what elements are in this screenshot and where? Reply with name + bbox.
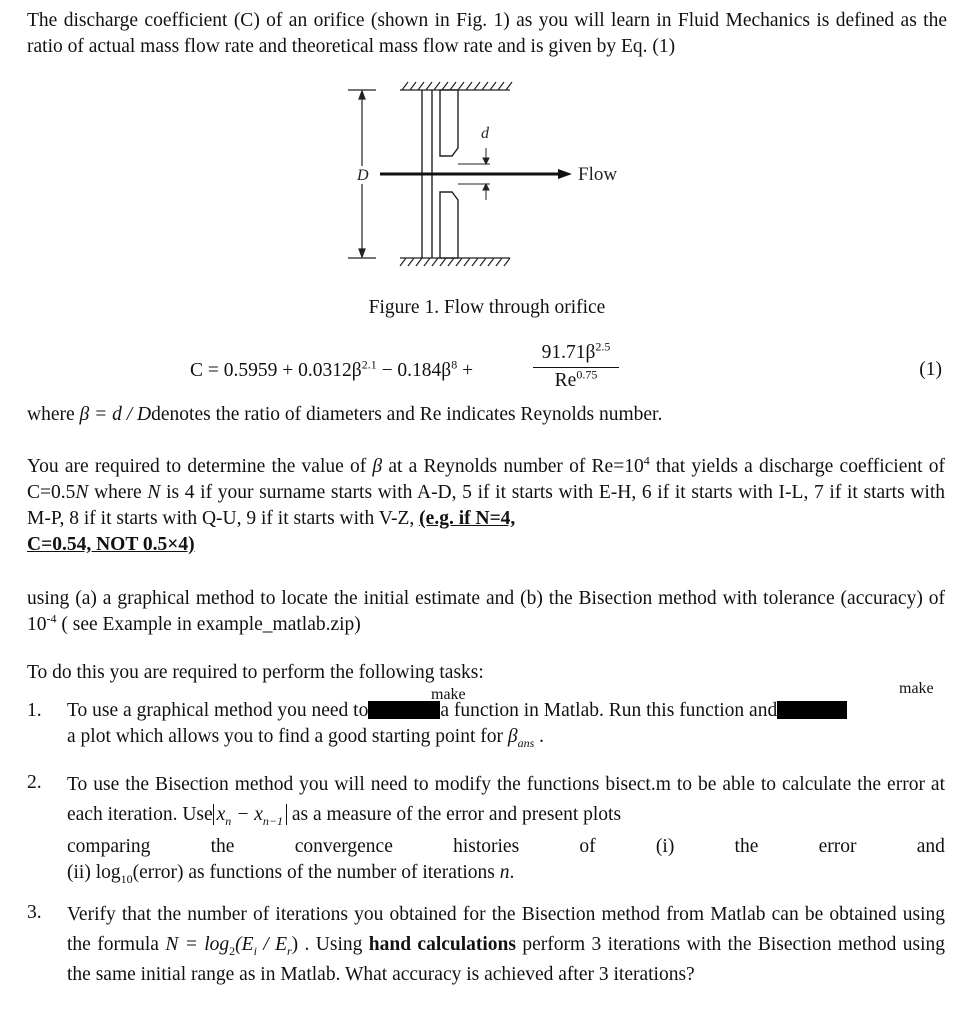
eq-den-exp: 0.75 — [576, 367, 598, 382]
task-2-b: as a measure of the error and present plots — [286, 804, 622, 825]
task-2-a: To use the Bisection method you will need to modify the functions bisect.m to be able to calculate the error at each iteration. Use — [67, 774, 945, 825]
flow-arrow — [558, 169, 572, 179]
task-1-sub: ans — [517, 735, 535, 750]
redaction-1 — [368, 701, 440, 719]
para2-d: where — [88, 482, 148, 503]
para2-N: N — [75, 482, 89, 503]
example-note-2: C=0.54, NOT 0.5×4) — [27, 534, 195, 555]
para3-a: using (a) a graphical method to locate the initial estimate and (b) the Bisection method with tolerance (accuracy) of 10 — [27, 588, 945, 635]
task-2-log-sub: 10 — [120, 871, 133, 886]
task-1 — [27, 680, 945, 750]
para2-b: at a Reynolds number of Re=10 — [382, 456, 644, 477]
formula: N = log — [165, 934, 230, 955]
eq-plus: + — [457, 360, 474, 381]
make-annotation-1: make — [431, 686, 466, 703]
word: convergence — [294, 836, 393, 857]
task-2-spread-line — [67, 834, 945, 860]
where-text-b: denotes the ratio of diameters and Re indicates Reynolds number. — [151, 404, 663, 425]
method-paragraph — [27, 586, 945, 638]
abs-sub1: n — [225, 813, 232, 828]
task-2-c: (ii) log — [67, 862, 121, 883]
task-description — [27, 454, 945, 558]
word: error — [818, 836, 857, 857]
example-note-1: (e.g. if N=4, — [419, 508, 516, 529]
word: (i) — [655, 836, 675, 857]
abs-mid: − x — [231, 804, 263, 825]
task-2-d: (error) as functions of the number of iterations — [132, 862, 500, 883]
word: comparing — [67, 836, 151, 857]
orifice-plate-bottom — [440, 192, 458, 258]
d-label: d — [481, 125, 489, 142]
task-1-a: To use a graphical method you need to — [67, 700, 369, 721]
task-1-number: 1. — [27, 700, 42, 721]
equation-number: (1) — [919, 359, 942, 380]
where-text-a: where — [27, 404, 80, 425]
formula-sub: 2 — [229, 943, 236, 958]
equation-1 — [190, 338, 620, 408]
abs-sub2: n−1 — [262, 813, 283, 828]
hand-calculations: hand calculations — [368, 934, 516, 955]
task-2-n: n — [499, 862, 510, 883]
word: and — [916, 836, 945, 857]
task-3-number: 3. — [27, 902, 42, 923]
eq-lhs: C = 0.5959 + 0.0312β — [190, 360, 362, 381]
make-annotation-2: make — [899, 680, 934, 697]
word: of — [579, 836, 596, 857]
eq-num-exp: 2.5 — [595, 339, 611, 354]
task-2-number: 2. — [27, 772, 42, 793]
bottom-wall-hatch — [400, 258, 510, 266]
para2-a: You are required to determine the value of — [27, 456, 373, 477]
beta-definition: β = d / D — [79, 404, 152, 425]
flow-label: Flow — [578, 164, 618, 185]
eq-numerator: 91.71β — [541, 342, 596, 363]
task-1-beta: β — [507, 726, 518, 747]
task-3 — [27, 900, 945, 990]
figure-caption: Figure 1. Flow through orifice — [368, 297, 606, 318]
eq-denominator: Re — [554, 370, 577, 391]
eq-mid: − 0.184β — [376, 360, 452, 381]
orifice-figure — [340, 76, 640, 276]
task-3-c: perform 3 iterations with the Bisection method using the same initial range as in Matlab. What accuracy is achieved after 3 iterations? — [67, 934, 945, 985]
intro-paragraph: The discharge coefficient (C) of an orifice (shown in Fig. 1) as you will learn in Fluid Mechanics is defined as the ratio of actual mass flow rate and theoretical mass flow rate and is given by Eq. (1) — [27, 10, 947, 57]
abs-x: x — [216, 804, 226, 825]
para2-e: is 4 if your surname starts with A-D, 5 if it starts with E-H, 6 if it starts with I-L, 7 if it starts with M-P, 8 if it starts with Q-U, 9 if it starts with V-Z, — [27, 482, 946, 529]
para3-exp: -4 — [46, 611, 57, 626]
task-1-d: . — [534, 726, 544, 747]
task-1-b: a function in Matlab. Run this function and — [440, 700, 778, 721]
eq-exp1: 2.1 — [361, 357, 377, 372]
formula-c: / E — [256, 934, 287, 955]
tasks-intro: To do this you are required to perform the following tasks: — [27, 662, 484, 683]
para3-b: ( see Example in example_matlab.zip) — [56, 614, 361, 635]
task-3-a: Verify that the number of iterations you obtained for the Bisection method from Matlab can be obtained using the formula — [67, 904, 945, 955]
where-line — [27, 402, 662, 428]
orifice-plate-top — [440, 90, 458, 156]
error-measure — [213, 804, 287, 828]
para2-beta: β — [372, 456, 383, 477]
para2-c: that yields a discharge coefficient of C=0.5 — [27, 456, 945, 503]
para2-N2: N — [147, 482, 161, 503]
word: the — [210, 836, 235, 857]
formula-sub3: r — [286, 943, 292, 958]
eq-fraction — [533, 340, 619, 394]
top-wall-hatch — [400, 82, 512, 90]
formula-d: ) . — [291, 934, 310, 955]
D-label: D — [357, 167, 369, 184]
word: the — [734, 836, 759, 857]
eq-exp2: 8 — [451, 357, 458, 372]
formula-b: (E — [235, 934, 254, 955]
task-2 — [27, 770, 945, 886]
task-3-b: Using — [309, 934, 369, 955]
redaction-2 — [777, 701, 847, 719]
para2-exp: 4 — [643, 453, 650, 468]
task-2-e: . — [509, 862, 515, 883]
task-1-c: a plot which allows you to find a good starting point for — [67, 726, 508, 747]
formula-sub2: i — [253, 943, 257, 958]
word: histories — [453, 836, 520, 857]
